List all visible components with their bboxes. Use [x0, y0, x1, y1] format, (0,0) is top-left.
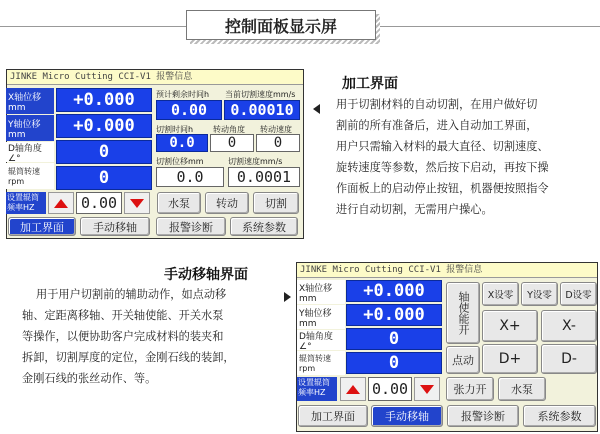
manual-tab-manual[interactable]: 手动移轴	[371, 405, 443, 427]
auto-line: 作面板上的启动停止按钮，机器便按照指令	[336, 182, 549, 195]
header-rule-left	[0, 26, 186, 27]
x-minus-button[interactable]: X-	[541, 310, 597, 342]
down-arrow-icon	[420, 385, 434, 394]
cut-time-label: 切割时间h	[156, 125, 194, 134]
page-title: 控制面板显示屏	[186, 10, 376, 40]
x-zero-button[interactable]: X设零	[482, 282, 519, 306]
manual-freq-label: 设置辊筒频率HZ	[297, 377, 337, 401]
cut-speed-value[interactable]: 0.0001	[228, 167, 300, 187]
auto-tab-alarm[interactable]: 报警诊断	[156, 217, 226, 236]
manual-description	[22, 284, 284, 389]
auto-line: 割前的所有准备后，进入自动加工界面，	[336, 119, 538, 132]
cut-pos-label: 切割位移mm	[156, 157, 204, 166]
auto-d-label: D轴角度∠°	[6, 142, 54, 162]
manual-tab-process[interactable]: 加工界面	[298, 405, 368, 427]
cut-time-value: 0.0	[156, 134, 208, 152]
manual-freq-up-button[interactable]	[340, 377, 366, 401]
auto-titlebar: JINKE Micro Cutting CCI-V1 报警信息	[7, 70, 303, 85]
tension-on-button[interactable]: 张力开	[446, 377, 494, 401]
auto-y-label: Y轴位移mm	[6, 115, 54, 141]
header-rule-right	[380, 26, 600, 27]
manual-tab-alarm[interactable]: 报警诊断	[447, 405, 519, 427]
manual-freq-value[interactable]: 0.00	[368, 377, 412, 401]
manual-line: 金刚石线的张丝动作、等。	[22, 372, 157, 385]
manual-heading: 手动移轴界面	[164, 267, 248, 283]
manual-water-pump-button[interactable]: 水泵	[498, 377, 546, 401]
manual-line: 等操作，以便协助客户完成材料的装夹和	[22, 330, 224, 343]
auto-freq-up-button[interactable]	[48, 192, 74, 214]
down-arrow-icon	[130, 199, 144, 208]
cur-speed-value: 0.00010	[224, 100, 300, 120]
up-arrow-icon	[346, 385, 360, 394]
spin-angle-value[interactable]: 0	[210, 134, 254, 152]
auto-y-value: +0.000	[56, 114, 152, 138]
auto-tab-process[interactable]: 加工界面	[8, 217, 76, 236]
auto-line: 进行自动切割，无需用户操心。	[336, 203, 493, 216]
manual-d-value: 0	[346, 328, 442, 350]
manual-y-value: +0.000	[346, 304, 442, 326]
y-zero-button[interactable]: Y设零	[521, 282, 558, 306]
auto-spin-value: 0	[56, 166, 152, 190]
cut-pos-value[interactable]: 0.0	[156, 167, 224, 187]
auto-tab-manual[interactable]: 手动移轴	[80, 217, 150, 236]
spin-speed-value[interactable]: 0	[256, 134, 300, 152]
auto-x-label: X轴位移mm	[6, 88, 54, 114]
auto-line: 旋转速度等参数，然后按下启动，再按下操	[336, 161, 549, 174]
pre-remain-label: 预计剩余时间h	[156, 90, 210, 99]
x-plus-button[interactable]: X+	[482, 310, 538, 342]
pre-remain-value: 0.00	[156, 100, 222, 120]
left-pointer-icon	[313, 104, 320, 114]
auto-line: 用户只需输入材料的最大直径、切割速度、	[336, 140, 549, 153]
auto-water-pump-button[interactable]: 水泵	[157, 192, 201, 214]
manual-line: 用于用户切割前的辅助动作，如点动移	[36, 288, 227, 301]
manual-titlebar: JINKE Micro Cutting CCI-V1 报警信息	[297, 263, 597, 278]
cur-speed-label: 当前切割速度mm/s	[225, 90, 296, 99]
manual-line: 轴、定距离移轴、开关轴使能、开关水泵	[22, 309, 224, 322]
manual-d-label: D轴角度∠°	[297, 330, 345, 350]
auto-x-value: +0.000	[56, 88, 152, 112]
auto-freq-down-button[interactable]	[124, 192, 150, 214]
auto-freq-value[interactable]: 0.00	[76, 192, 122, 214]
auto-cut-button[interactable]: 切割	[253, 192, 299, 214]
spin-speed-label: 转动速度	[260, 125, 292, 134]
manual-spin-label: 辊筒转速rpm	[297, 351, 345, 375]
manual-x-label: X轴位移mm	[297, 280, 345, 304]
manual-spin-value: 0	[346, 352, 442, 374]
d-minus-button[interactable]: D-	[541, 344, 597, 374]
auto-line: 用于切割材料的自动切割，在用户做好切	[336, 98, 538, 111]
manual-line: 拆卸，切割厚度的定位，金刚石线的装卸，	[22, 351, 235, 364]
auto-spin-label: 辊筒转速rpm	[6, 163, 54, 189]
axis-enable-button[interactable]: 轴使能开	[446, 282, 480, 344]
auto-tab-params[interactable]: 系统参数	[230, 217, 298, 236]
d-zero-button[interactable]: D设零	[560, 282, 597, 306]
manual-y-label: Y轴位移mm	[297, 305, 345, 329]
cut-speed-label: 切割速度mm/s	[228, 157, 283, 166]
auto-d-value: 0	[56, 140, 152, 164]
auto-heading: 加工界面	[342, 76, 398, 92]
manual-tab-params[interactable]: 系统参数	[523, 405, 596, 427]
jog-button[interactable]: 点动	[446, 346, 480, 374]
right-pointer-icon	[284, 292, 291, 302]
spin-angle-label: 转动角度	[213, 125, 245, 134]
auto-freq-label: 设置辊筒频率HZ	[6, 192, 46, 214]
up-arrow-icon	[54, 199, 68, 208]
d-plus-button[interactable]: D+	[482, 344, 538, 374]
auto-rotate-button[interactable]: 转动	[205, 192, 249, 214]
manual-x-value: +0.000	[346, 280, 442, 302]
manual-freq-down-button[interactable]	[414, 377, 440, 401]
auto-description	[336, 94, 598, 220]
